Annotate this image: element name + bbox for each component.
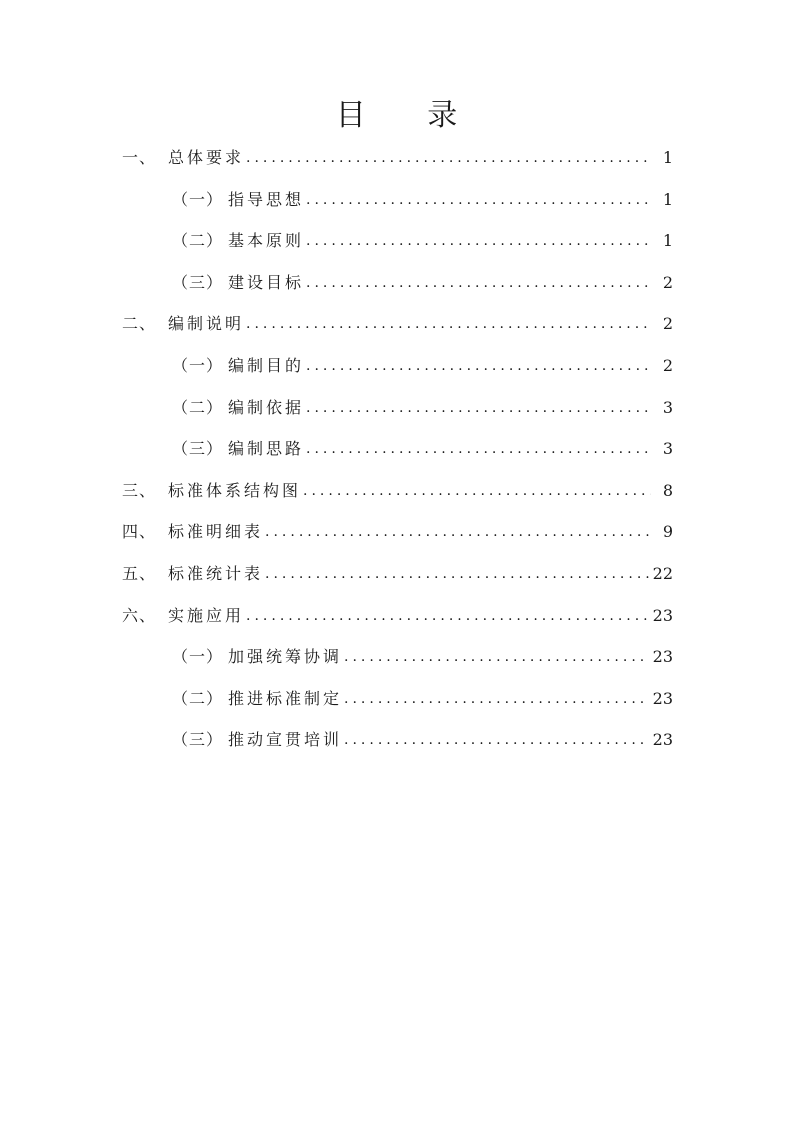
toc-entry-page: 23 [652, 647, 673, 667]
toc-entry[interactable] [172, 679, 673, 719]
toc-dot-leader [344, 637, 649, 677]
toc-entry[interactable] [172, 180, 673, 220]
toc-entry-number: 六、 [122, 605, 157, 625]
toc-entry[interactable] [122, 554, 673, 594]
toc-entry-page: 23 [652, 688, 673, 708]
toc-entry-number: （一） [172, 356, 224, 375]
toc-entry[interactable] [122, 304, 673, 344]
toc-entry-page: 1 [662, 148, 673, 167]
toc-entry[interactable] [172, 263, 673, 303]
toc-entry-text: 建设目标 [228, 272, 305, 292]
toc-entry-page: 3 [662, 397, 673, 417]
toc-entry-page: 8 [662, 480, 673, 500]
toc-entry-page: 1 [662, 231, 673, 251]
toc-entry[interactable] [172, 720, 673, 760]
toc-entry-text: 指导思想 [228, 189, 305, 209]
toc-entry-page: 23 [652, 605, 673, 625]
toc-entry[interactable] [172, 346, 673, 386]
toc-dot-leader [306, 221, 651, 261]
toc-dot-leader [265, 554, 649, 594]
toc-dot-leader [306, 180, 651, 220]
toc-dot-leader [306, 263, 651, 303]
toc-entry-text: 编制依据 [228, 397, 305, 417]
toc-entry-page: 3 [662, 439, 673, 459]
toc-entry-text: 编制思路 [228, 439, 305, 459]
toc-entry[interactable] [122, 471, 673, 511]
toc-entry-text: 标准明细表 [168, 522, 264, 542]
toc-entry-text: 标准体系结构图 [168, 480, 302, 500]
toc-dot-leader [306, 429, 651, 469]
toc-entry-number: （三） [172, 730, 224, 750]
toc-entry-page: 9 [662, 522, 673, 542]
toc-entry-text: 编制目的 [228, 356, 305, 375]
toc-entry-text: 实施应用 [168, 605, 245, 625]
toc-dot-leader [265, 512, 651, 552]
toc-entry[interactable] [172, 221, 673, 261]
toc-entry-page: 2 [662, 272, 673, 292]
toc-entry-text: 标准统计表 [168, 564, 264, 583]
toc-entry-number: （二） [172, 231, 224, 251]
toc-entry-text: 基本原则 [228, 231, 305, 251]
toc-entry-page: 2 [662, 314, 673, 334]
toc-entry[interactable] [172, 429, 673, 469]
toc-entry[interactable] [122, 512, 673, 552]
toc-dot-leader [303, 471, 651, 511]
toc-entry-number: 三、 [122, 480, 157, 500]
toc-dot-leader [344, 679, 649, 719]
toc-dot-leader [306, 388, 651, 428]
toc-entry-text: 推动宣贯培训 [228, 730, 343, 750]
toc-dot-leader [344, 720, 649, 760]
toc-entry-text: 总体要求 [168, 148, 245, 167]
toc-entry-text: 编制说明 [168, 314, 245, 334]
toc-entry-page: 2 [662, 356, 673, 375]
toc-dot-leader [246, 304, 651, 344]
toc-entry-number: （二） [172, 688, 224, 708]
toc-dot-leader [306, 346, 651, 386]
toc-entry-page: 22 [652, 564, 673, 583]
toc-dot-leader [246, 138, 651, 178]
toc-entry-page: 23 [652, 730, 673, 750]
toc-dot-leader [246, 596, 649, 636]
toc-entry-page: 1 [662, 189, 673, 209]
toc-entry-number: 一、 [122, 148, 157, 167]
toc-entry[interactable] [172, 388, 673, 428]
toc-entry[interactable] [172, 637, 673, 677]
toc-entry-text: 加强统筹协调 [228, 647, 343, 667]
toc-entry-text: 推进标准制定 [228, 688, 343, 708]
toc-entry-number: （一） [172, 647, 224, 667]
toc-entry-number: （三） [172, 272, 224, 292]
toc-entry-number: （三） [172, 439, 224, 459]
toc-entry-number: （一） [172, 189, 224, 209]
toc-entry[interactable] [122, 138, 673, 178]
toc-entry-number: 四、 [122, 522, 157, 542]
toc-title: 目 录 [335, 98, 484, 133]
toc-entry-number: 五、 [122, 564, 157, 583]
toc-entry-number: （二） [172, 397, 224, 417]
toc-entry[interactable] [122, 596, 673, 636]
toc-entry-number: 二、 [122, 314, 157, 334]
